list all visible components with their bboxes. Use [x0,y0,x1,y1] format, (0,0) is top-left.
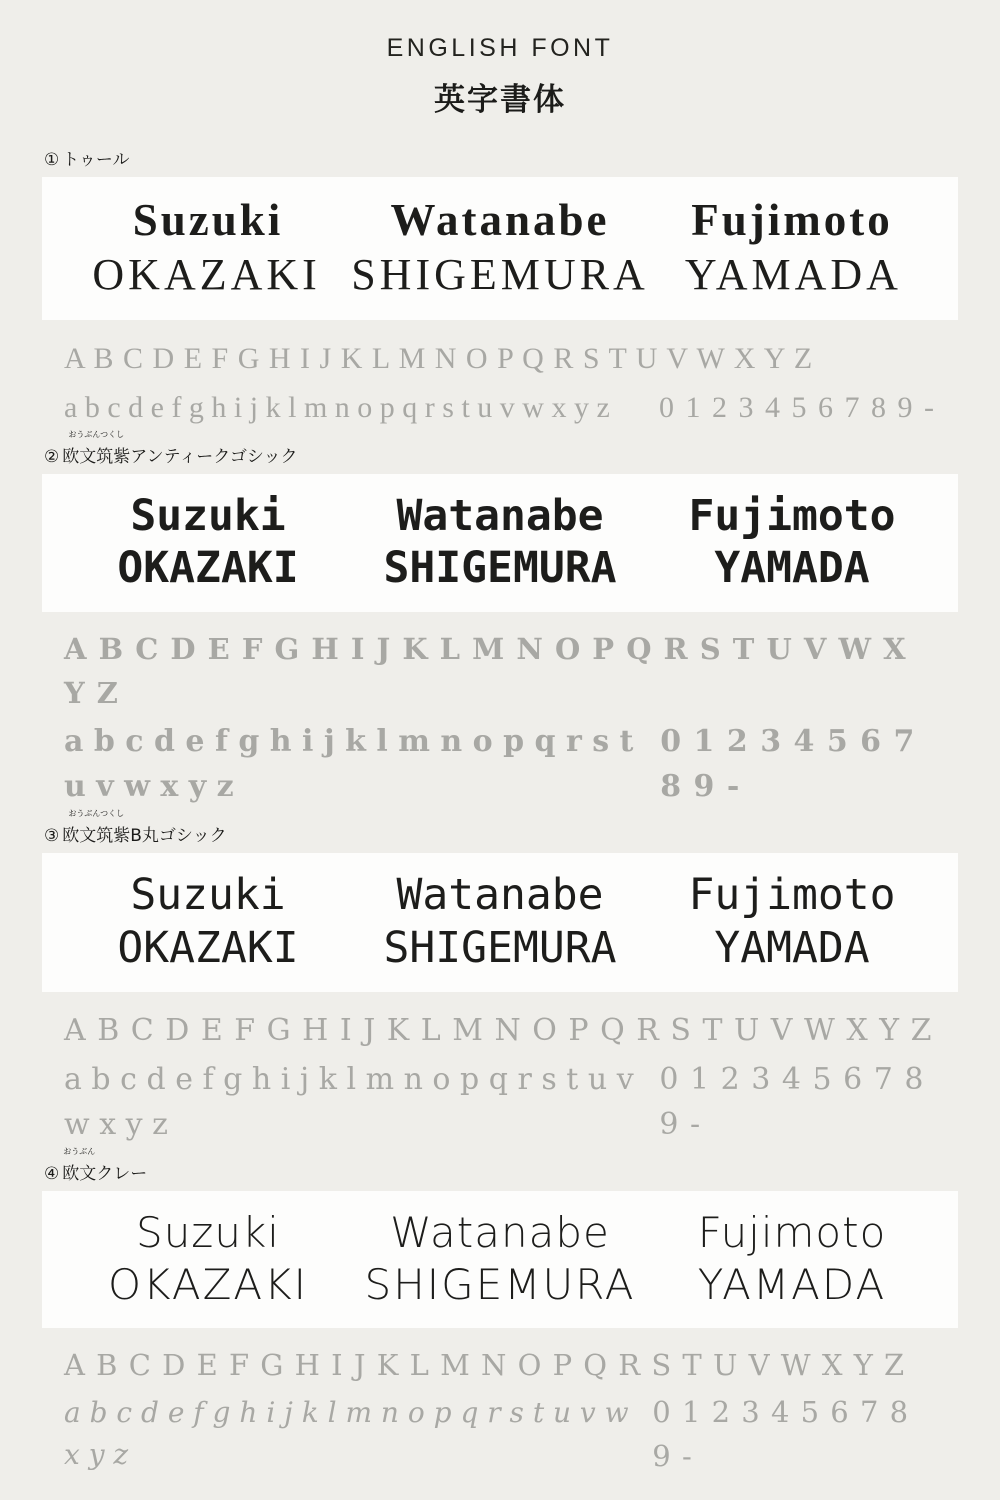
page-title-japanese: 英字書体 [434,82,566,118]
sample-row-mixedcase-2 [62,490,938,542]
sample-word: Suzuki [130,870,286,921]
glyph-uppercase: A B C D E F G H I J K L M N O P Q R S T U V W X Y Z [64,341,814,375]
font-sample-card-4 [42,1191,958,1327]
font-sample-card-1 [42,177,958,320]
sample-word: Watanabe [390,195,610,245]
glyph-lowercase: a b c d e f g h i j k l m n o p q r s t u v w x y z [64,724,634,805]
sample-word: SHIGEMURA [351,249,649,299]
sample-word: Fujimoto [691,195,893,245]
font-name-4-kanji [62,1147,97,1185]
font-number-4: ④ [44,1164,60,1185]
font-number-2: ② [44,446,60,467]
sample-word: Suzuki [136,1208,280,1258]
sample-row-mixedcase-3 [62,869,938,921]
sample-row-uppercase-2 [62,542,938,594]
glyph-specimen-2 [42,612,958,815]
glyph-specimen-4 [42,1328,958,1485]
glyph-lowercase: a b c d e f g h i j k l m n o p q r s t u v w x y z [64,1062,634,1143]
font-section-4 [42,1147,958,1484]
sample-word: Watanabe [396,870,604,921]
glyph-lowercase: a b c d e f g h i j k l m n o p q r s t u v w x y z [64,390,610,424]
font-label-4 [42,1147,958,1185]
page-header [42,34,958,119]
sample-word: OKAZAKI [117,543,299,594]
glyph-uppercase: A B C D E F G H I J K L M N O P Q R S T U V W X Y Z [64,1013,933,1049]
font-name-1: トゥール [62,150,130,170]
sample-word: Fujimoto [688,870,896,921]
kanji-base-3: 欧文筑紫 [62,826,131,847]
glyph-uppercase: A B C D E F G H I J K L M N O P Q R S T U V W X Y Z [64,632,907,710]
sample-row-uppercase-3 [62,922,938,974]
sample-word: YAMADA [714,543,870,594]
font-name-3-tail: B丸ゴシック [130,826,227,847]
glyph-specimen-1 [42,320,958,436]
glyph-digits: 0 1 2 3 4 5 6 7 8 9 - [660,724,916,805]
sample-row-uppercase-4 [62,1259,938,1310]
sample-row-uppercase-1 [62,248,938,302]
kanji-base-2: 欧文筑紫 [62,446,131,467]
page-title-english: ENGLISH FONT [386,34,614,62]
sample-word: Suzuki [130,490,286,541]
sample-word: OKAZAKI [92,249,321,299]
sample-word: OKAZAKI [117,922,299,973]
sample-word: SHIGEMURA [364,1259,636,1309]
font-number-1: ① [44,150,60,170]
sample-word: Fujimoto [688,490,896,541]
glyph-digits: 0 1 2 3 4 5 6 7 8 9 - [659,390,936,424]
glyph-digits: 0 1 2 3 4 5 6 7 8 9 - [659,1062,925,1143]
font-section-1 [42,145,958,436]
font-section-3 [42,809,958,1153]
sample-row-mixedcase-4 [62,1207,938,1258]
sample-word: SHIGEMURA [383,922,617,973]
kanji-base-4: 欧文 [62,1164,97,1185]
sample-word: SHIGEMURA [383,543,617,594]
sample-word: YAMADA [684,249,902,299]
sample-word: OKAZAKI [107,1259,309,1309]
sample-word: YAMADA [714,922,870,973]
font-name-3-kanji [62,809,131,847]
sample-word: Suzuki [132,195,284,245]
font-sample-card-3 [42,853,958,992]
font-name-2-kanji [62,429,131,467]
font-name-2-tail: アンティークゴシック [130,446,298,467]
font-label-2 [42,429,958,467]
font-section-2 [42,429,958,819]
ruby-annotation-2: おうぶんつくし [68,429,125,439]
glyph-lower-and-digits [64,719,936,809]
sample-word: Watanabe [396,490,604,541]
glyph-specimen-3 [42,992,958,1153]
font-label-1 [42,145,958,169]
ruby-annotation-3: おうぶんつくし [68,809,125,819]
sample-row-mixedcase-1 [62,193,938,248]
sample-word: YAMADA [697,1259,887,1309]
glyph-lower-and-digits [64,1057,936,1147]
glyph-uppercase: A B C D E F G H I J K L M N O P Q R S T U V W X Y Z [64,1347,906,1382]
font-label-3 [42,809,958,847]
font-name-4-tail: クレー [96,1164,148,1185]
sample-word: Watanabe [390,1208,610,1258]
glyph-lower-and-digits [64,385,936,430]
sample-word: Fujimoto [697,1208,887,1258]
glyph-lower-and-digits [64,1391,936,1478]
ruby-annotation-4: おうぶん [63,1147,96,1157]
font-number-3: ③ [44,826,60,847]
glyph-digits: 0 1 2 3 4 5 6 7 8 9 - [652,1395,910,1473]
glyph-lowercase: a b c d e f g h i j k l m n o p q r s t u v w x y z [64,1396,629,1472]
font-sample-card-2 [42,474,958,613]
